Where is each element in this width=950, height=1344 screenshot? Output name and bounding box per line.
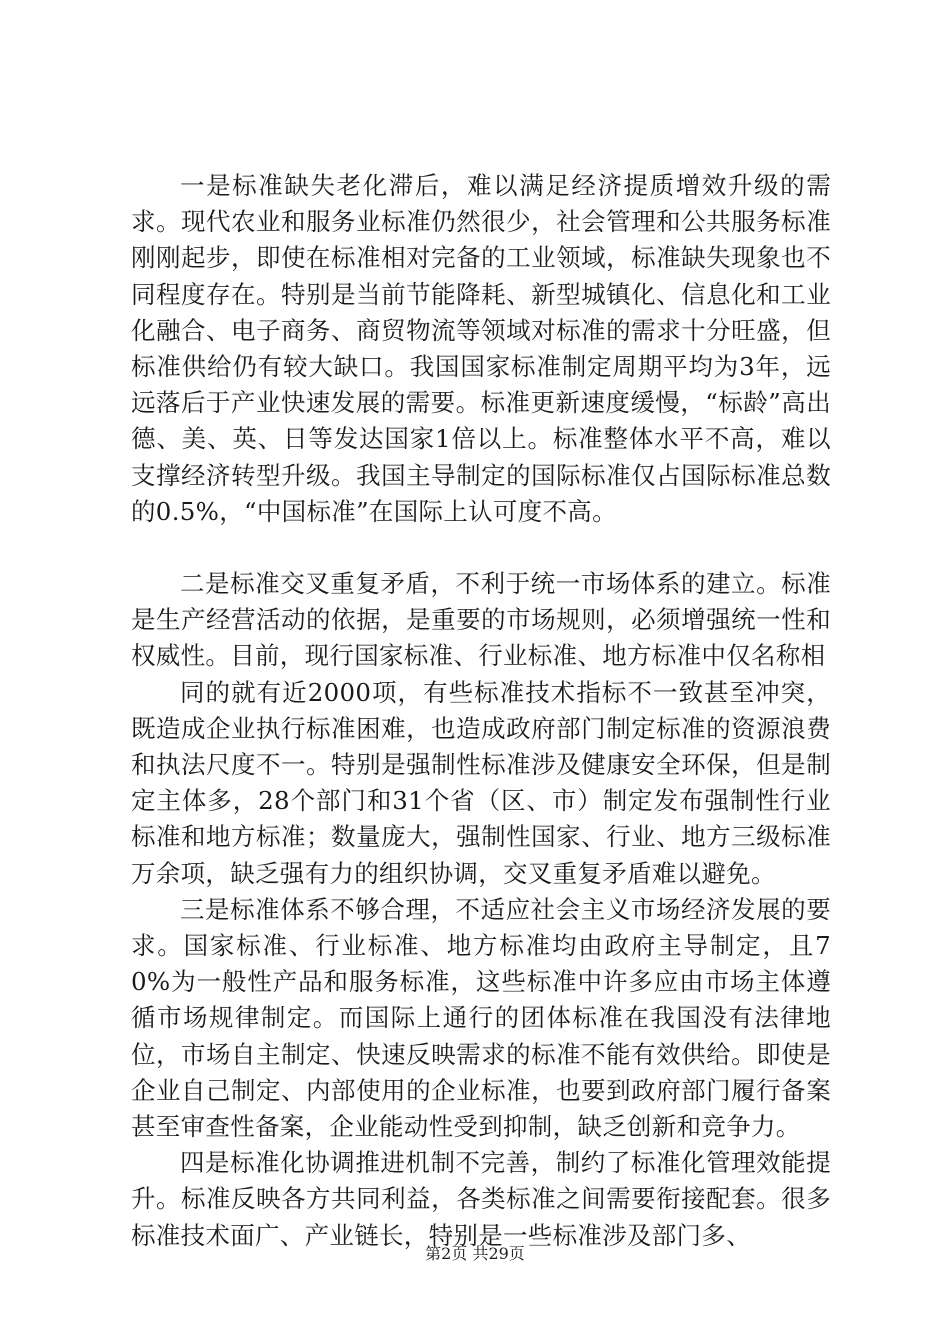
paragraph-5: 四是标准化协调推进机制不完善，制约了标准化管理效能提升。标准反映各方共同利益，各类标准之间需要衔接配套。很多标准技术面广、产业链长，特别是一些标准涉及部门多、: [131, 1148, 831, 1250]
paragraph-3: 同的就有近2000项，有些标准技术指标不一致甚至冲突，既造成企业执行标准困难，也造成政府部门制定标准的资源浪费和执法尺度不一。特别是强制性标准涉及健康安全环保，但是制定主体多，28个部门和31个省（区、市）制定发布强制性行业标准和地方标准；数量庞大，强制性国家、行业、地方三级标准万余项，缺乏强有力的组织协调，交叉重复矛盾难以避免。: [131, 677, 831, 888]
document-body: [131, 168, 831, 1254]
paragraph-gap: [131, 530, 831, 566]
paragraph-1: 一是标准缺失老化滞后，难以满足经济提质增效升级的需求。现代农业和服务业标准仍然很少，社会管理和公共服务标准刚刚起步，即使在标准相对完备的工业领域，标准缺失现象也不同程度存在。特别是当前节能降耗、新型城镇化、信息化和工业化融合、电子商务、商贸物流等领域对标准的需求十分旺盛，但标准供给仍有较大缺口。我国国家标准制定周期平均为3年，远远落后于产业快速发展的需要。标准更新速度缓慢，“标龄”高出德、美、英、日等发达国家1倍以上。标准整体水平不高，难以支撑经济转型升级。我国主导制定的国际标准仅占国际标准总数的0.5%，“中国标准”在国际上认可度不高。: [131, 171, 831, 526]
paragraph-2: 二是标准交叉重复矛盾，不利于统一市场体系的建立。标准是生产经营活动的依据，是重要的市场规则，必须增强统一性和权威性。目前，现行国家标准、行业标准、地方标准中仅名称相: [131, 569, 831, 671]
page-footer: 第2页 共29页: [425, 1244, 525, 1263]
paragraph-4: 三是标准体系不够合理，不适应社会主义市场经济发展的要求。国家标准、行业标准、地方标准均由政府主导制定，且70%为一般性产品和服务标准，这些标准中许多应由市场主体遵循市场规律制定。而国际上通行的团体标准在我国没有法律地位，市场自主制定、快速反映需求的标准不能有效供给。即使是企业自己制定、内部使用的企业标准，也要到政府部门履行备案甚至审查性备案，企业能动性受到抑制，缺乏创新和竞争力。: [131, 894, 831, 1142]
